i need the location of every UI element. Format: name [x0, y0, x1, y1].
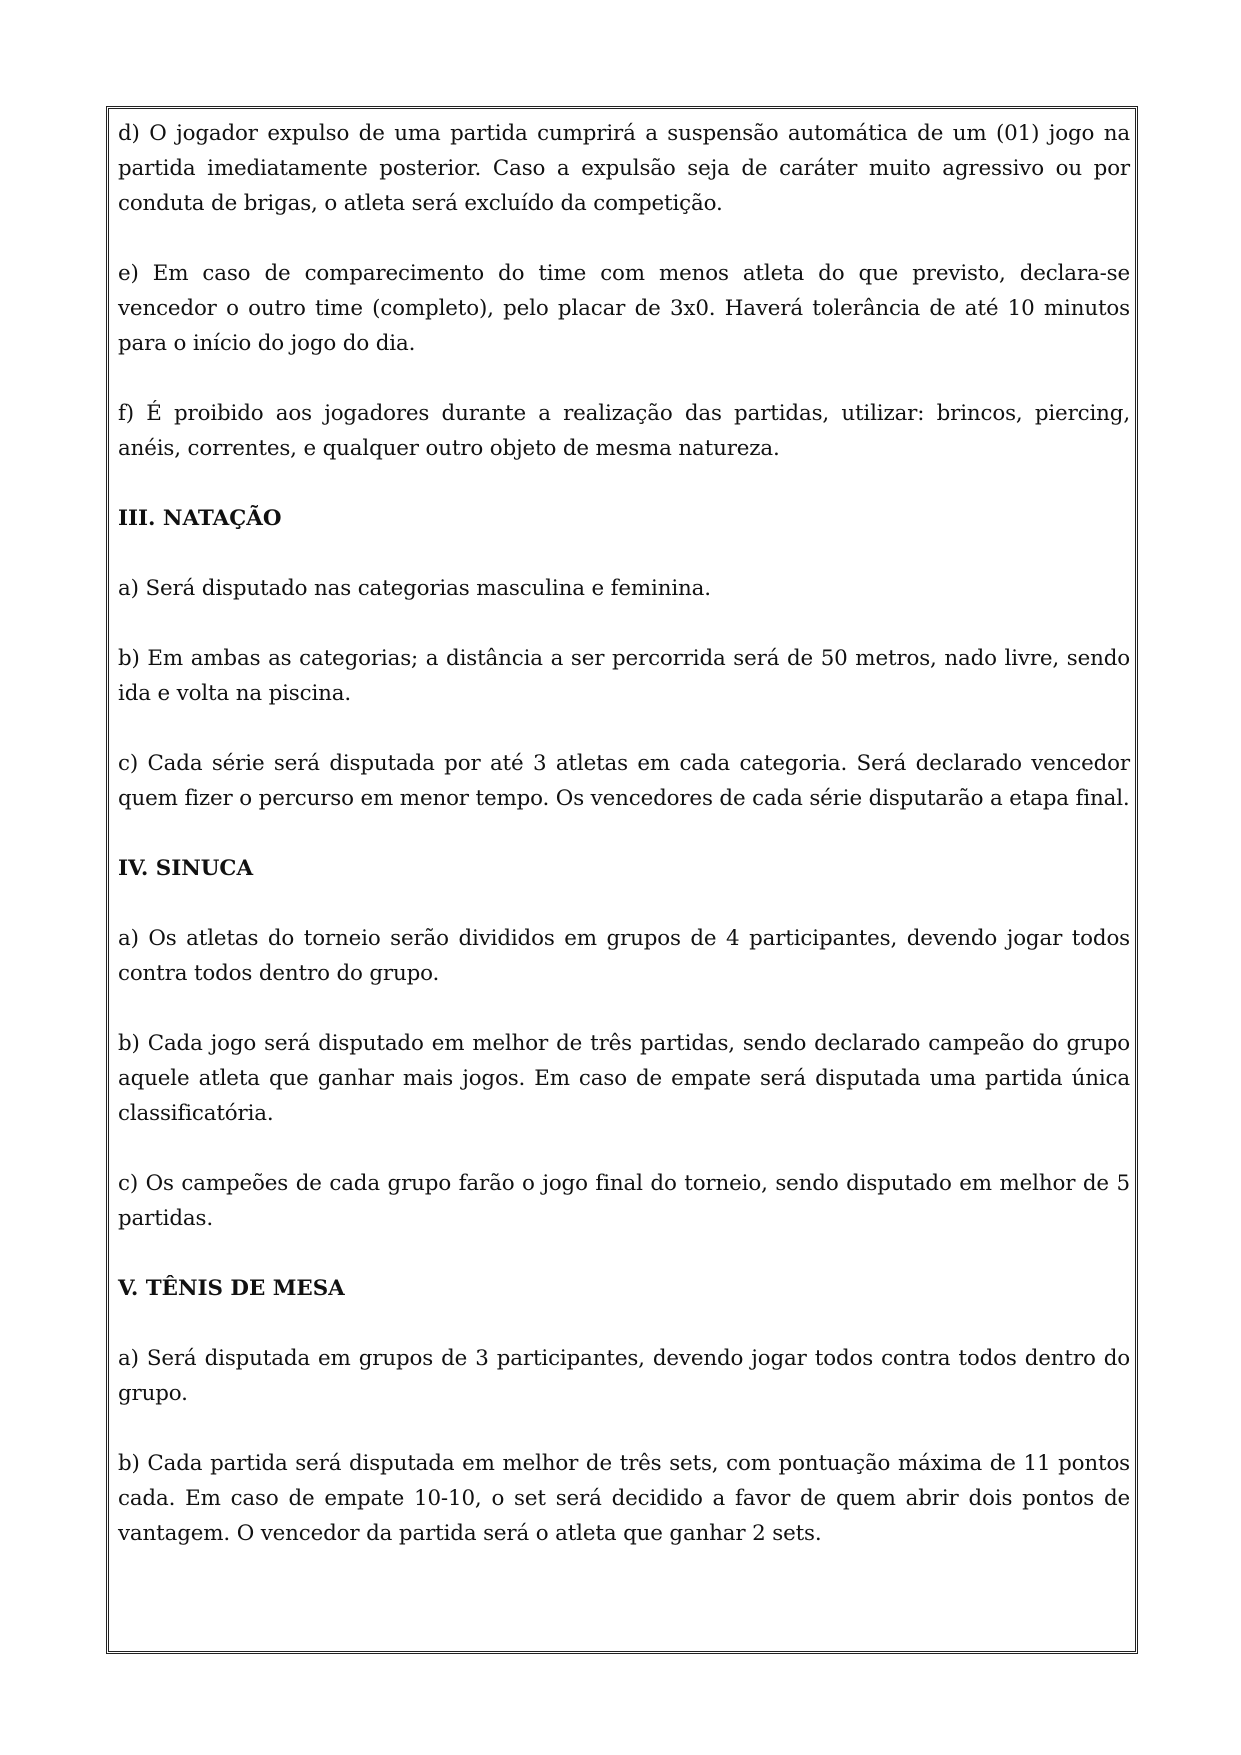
paragraph-natacao-a: a) Será disputado nas categorias masculina e feminina. — [118, 576, 711, 601]
section-heading-sinuca: IV. SINUCA — [118, 856, 254, 881]
paragraph-natacao-b: b) Em ambas as categorias; a distância a ser percorrida será de 50 metros, nado livre, sendo ida e volta na piscina. — [118, 646, 1130, 706]
section-heading-tenis-de-mesa: V. TÊNIS DE MESA — [118, 1276, 345, 1301]
paragraph-football-d: d) O jogador expulso de uma partida cumprirá a suspensão automática de um (01) jogo na partida imediatamente posterior. Caso a expulsão seja de caráter muito agressivo ou por conduta de brigas, o atleta será excluído da competição. — [118, 121, 1130, 216]
paragraph-tenis-b: b) Cada partida será disputada em melhor de três sets, com pontuação máxima de 11 pontos cada. Em caso de empate 10-10, o set será decidido a favor de quem abrir dois pontos de vantagem. O vencedor da partida será o atleta que ganhar 2 sets. — [118, 1451, 1130, 1546]
paragraph-football-e: e) Em caso de comparecimento do time com menos atleta do que previsto, declara-se vencedor o outro time (completo), pelo placar de 3x0. Haverá tolerância de até 10 minutos para o início do jogo do dia. — [118, 261, 1130, 356]
paragraph-football-f: f) É proibido aos jogadores durante a realização das partidas, utilizar: brincos, piercing, anéis, correntes, e qualquer outro objeto de mesma natureza. — [118, 401, 1130, 461]
section-heading-natacao: III. NATAÇÃO — [118, 506, 282, 531]
paragraph-sinuca-b: b) Cada jogo será disputado em melhor de três partidas, sendo declarado campeão do grupo aquele atleta que ganhar mais jogos. Em caso de empate será disputada uma partida única classificatória. — [118, 1031, 1130, 1126]
paragraph-natacao-c: c) Cada série será disputada por até 3 atletas em cada categoria. Será declarado vencedor quem fizer o percurso em menor tempo. Os vencedores de cada série disputarão a etapa final. — [118, 751, 1130, 811]
paragraph-sinuca-c: c) Os campeões de cada grupo farão o jogo final do torneio, sendo disputado em melhor de 5 partidas. — [118, 1171, 1130, 1231]
paragraph-tenis-a: a) Será disputada em grupos de 3 participantes, devendo jogar todos contra todos dentro do grupo. — [118, 1346, 1130, 1406]
paragraph-sinuca-a: a) Os atletas do torneio serão divididos em grupos de 4 participantes, devendo jogar todos contra todos dentro do grupo. — [118, 926, 1130, 986]
document-body — [118, 116, 1130, 1551]
